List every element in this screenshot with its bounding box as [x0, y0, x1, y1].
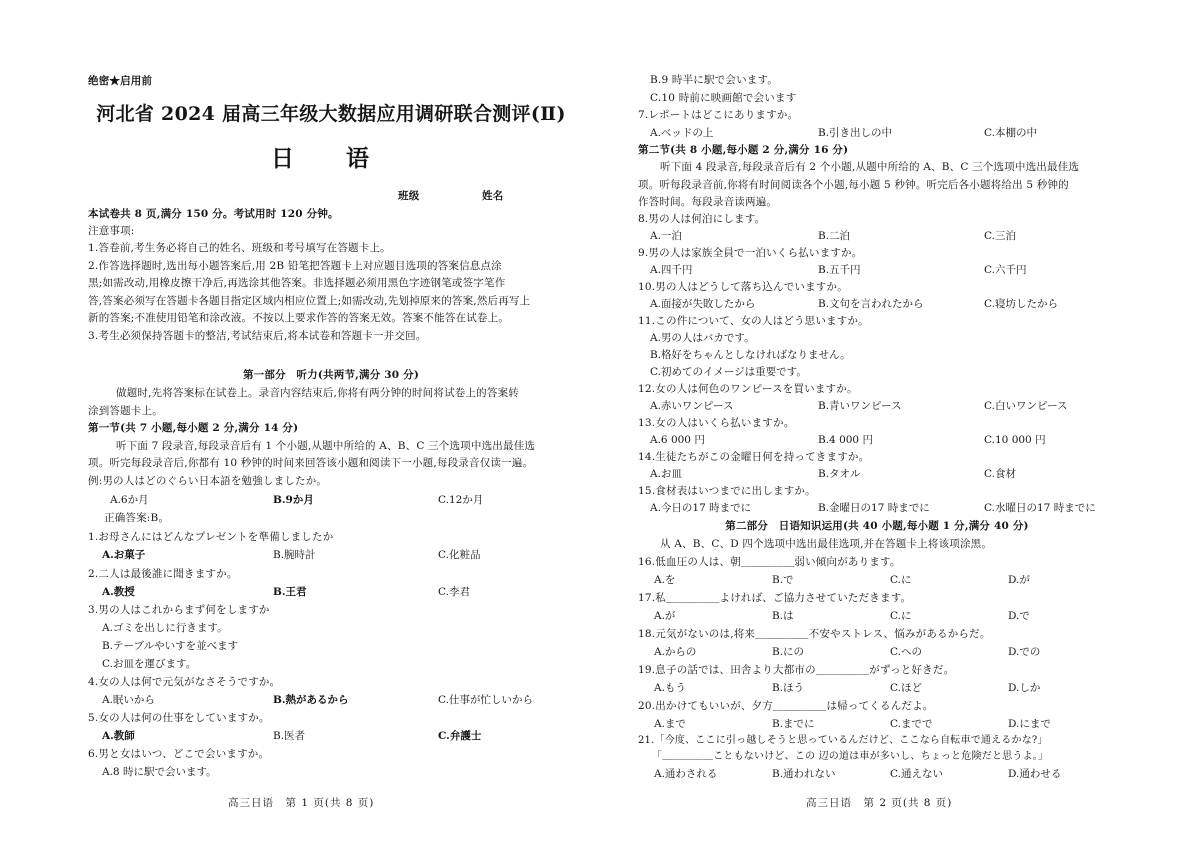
section2-desc: 听下面 4 段录音,每段录音后有 2 个小题,从题中所给的 A、B、C 三个选项中选出最佳选: [660, 161, 1080, 173]
option: D.が: [1008, 574, 1030, 586]
option: B.9か月: [273, 494, 314, 506]
exam-intro: 本试卷共 8 页,满分 150 分。考试用时 120 分钟。: [88, 208, 339, 220]
option: B.タオル: [818, 468, 861, 480]
question: 12.女の人は何色のワンピースを買いますか。: [638, 383, 858, 395]
part1-desc: 涂到答题卡上。: [88, 405, 163, 417]
option: C.ほど: [890, 682, 922, 694]
option: A.からの: [654, 646, 697, 658]
option: A.ベッドの上: [650, 127, 714, 139]
option: B.にの: [772, 646, 805, 658]
option: B.二泊: [818, 230, 851, 242]
option: B.青いワンピース: [818, 400, 902, 412]
option: C.三泊: [984, 230, 1016, 242]
question: 11.この件について、女の人はどう思いますか。: [638, 315, 869, 327]
option: C.食材: [984, 468, 1016, 480]
option: C.10 時前に映画館で会います: [650, 92, 797, 104]
option: B.引き出しの中: [818, 127, 893, 139]
secret-label: 绝密★启用前: [88, 75, 153, 87]
question: 21.「今度、ここに引っ越しそうと思っているんだけど、ここなら自転車で通えるかな?」: [638, 735, 1048, 746]
question: 14.生徒たちがこの金曜日何を持ってきますか。: [638, 451, 870, 463]
question: 6.男と女はいつ、どこで会いますか。: [88, 748, 270, 760]
option: C.10 000 円: [984, 434, 1046, 446]
option: D.で: [1008, 610, 1030, 622]
page-footer: 高三日语 第 1 页(共 8 页): [228, 797, 375, 809]
question: 1.お母さんにはどんなプレゼントを準備しましたか: [88, 531, 334, 543]
exam-title: 河北省 2024 届高三年级大数据应用调研联合测评(Ⅱ): [96, 103, 566, 125]
option: A.6 000 円: [650, 434, 705, 446]
question: 8.男の人は何泊にします。: [638, 213, 766, 225]
option: B.4 000 円: [818, 434, 873, 446]
notice-line: 新的答案;不准使用铅笔和涂改液。不按以上要求作答的答案无效。答案不能答在试卷上。: [88, 312, 510, 324]
section1-title: 第一节(共 7 小题,每小题 2 分,满分 14 分): [88, 422, 299, 434]
notice-line: 黑;如需改动,用橡皮擦干净后,再选涂其他答案。非选择题必须用黑色字迹钢笔或签字笔作: [88, 277, 506, 289]
option: A.四千円: [650, 264, 693, 276]
question: 17.私＿＿＿＿＿よければ、ご協力させていただきます。: [638, 592, 912, 604]
subject-title: 日 语: [270, 145, 391, 172]
option: D.にまで: [1008, 718, 1051, 730]
option: B.は: [772, 610, 794, 622]
option: A.8 時に駅で会います。: [102, 766, 217, 778]
option: A.赤いワンピース: [650, 400, 734, 412]
section2-title: 第二节(共 8 小题,每小题 2 分,满分 16 分): [638, 144, 849, 156]
option: A.お皿: [650, 468, 682, 480]
option: B.テーブルやいすを並べます: [102, 640, 239, 652]
option: A.男の人はバカです。: [650, 332, 755, 344]
question: 「＿＿＿＿＿こともないけど、この 辺の道は車が多いし、ちょっと危険だと思うよ。」: [652, 751, 1049, 762]
question: 9.男の人は家族全員で一泊いくら払いますか。: [638, 247, 863, 259]
option: C.白いワンピース: [984, 400, 1068, 412]
option: A.が: [654, 610, 676, 622]
question: 20.出かけてもいいが、夕方＿＿＿＿＿は帰ってくるんだよ。: [638, 700, 934, 712]
question: 2.二人は最後誰に聞きますか。: [88, 568, 238, 580]
option: B.までに: [772, 718, 815, 730]
option: C.への: [890, 646, 922, 658]
option: C.12か月: [438, 494, 484, 506]
option: B.ほう: [772, 682, 805, 694]
option: B.文句を言われたから: [818, 298, 924, 310]
example-question: 例:男の人はどのぐらい日本語を勉強しましたか。: [88, 475, 328, 487]
notice-line: 3.考生必须保持答题卡的整洁,考试结束后,将本试卷和答题卡一并交回。: [88, 330, 427, 342]
question: 4.女の人は何で元気がなさそうですか。: [88, 676, 281, 688]
notice-line: 2.作答选择题时,选出每小题答案后,用 2B 铅笔把答题卡上对应题目选项的答案信息点涂: [88, 260, 502, 272]
page-footer: 高三日语 第 2 页(共 8 页): [806, 797, 953, 809]
class-label: 班级: [398, 190, 420, 202]
part1-desc: 做题时,先将答案标在试卷上。录音内容结束后,你将有两分钟的时间将试卷上的答案转: [116, 387, 519, 399]
option: B.熱があるから: [273, 694, 349, 706]
option: A.を: [654, 574, 676, 586]
option: B.王君: [273, 586, 307, 598]
notice-line: 1.答卷前,考生务必将自己的姓名、班级和考号填写在答题卡上。: [88, 242, 391, 254]
option: C.お皿を運びます。: [102, 658, 197, 670]
option: B.で: [772, 574, 794, 586]
section1-desc: 听下面 7 段录音,每段录音后有 1 个小题,从题中所给的 A、B、C 三个选项中选出最佳选: [116, 440, 536, 452]
option: C.六千円: [984, 264, 1027, 276]
question: 5.女の人は何の仕事をしていますか。: [88, 712, 270, 724]
option: C.李君: [438, 586, 470, 598]
option: B.格好をちゃんとしなければなりません。: [650, 349, 851, 361]
option: A.面接が失敗したから: [650, 298, 756, 310]
option: B.金曜日の17 時までに: [818, 502, 930, 514]
option: A.教師: [102, 730, 135, 742]
option: C.仕事が忙しいから: [438, 694, 533, 706]
option: B.通われない: [772, 768, 836, 780]
part2-desc: 从 A、B、C、D 四个选项中选出最佳选项,并在答题卡上将该项涂黑。: [660, 538, 993, 550]
option: C.水曜日の17 時までに: [984, 502, 1096, 514]
option: B.医者: [273, 730, 306, 742]
question: 7.レポートはどこにありますか。: [638, 109, 799, 121]
option: A.6か月: [110, 494, 149, 506]
option: A.まで: [654, 718, 686, 730]
question: 13.女の人はいくら払いますか。: [638, 417, 795, 429]
option: C.寝坊したから: [984, 298, 1058, 310]
option: C.初めてのイメージは重要です。: [650, 366, 807, 378]
question: 3.男の人はこれからまず何をしますか: [88, 604, 270, 616]
question: 19.息子の話では、田舎より大都市の＿＿＿＿＿がずっと好きだ。: [638, 664, 955, 676]
option: A.お菓子: [102, 549, 146, 561]
question: 10.男の人はどうして落ち込んでいますか。: [638, 281, 848, 293]
option: A.もう: [654, 682, 686, 694]
section2-desc: 项。听每段录音前,你将有时间阅读各个小题,每小题 5 秒钟。听完后各小题将给出 5 秒钟的: [638, 179, 1069, 191]
option: D.通わせる: [1008, 768, 1062, 780]
section2-desc: 作答时间。每段录音读两遍。: [638, 196, 778, 208]
option: D.しか: [1008, 682, 1041, 694]
option: B.9 時半に駅で会います。: [650, 74, 779, 86]
notice-title: 注意事项:: [88, 225, 135, 237]
option: C.までで: [890, 718, 933, 730]
option: C.に: [890, 610, 912, 622]
question: 16.低血圧の人は、朝＿＿＿＿＿弱い傾向があります。: [638, 556, 901, 568]
question: 18.元気がないのは,将来＿＿＿＿＿不安やストレス、悩みがあるからだ。: [638, 628, 991, 640]
option: C.通えない: [890, 768, 943, 780]
option: B.五千円: [818, 264, 861, 276]
option: A.今日の17 時までに: [650, 502, 752, 514]
question: 15.食材表はいつまでに出しますか。: [638, 485, 816, 497]
option: C.本棚の中: [984, 127, 1037, 139]
option: C.化粧品: [438, 549, 481, 561]
option: A.一泊: [650, 230, 682, 242]
option: C.弁護士: [438, 730, 482, 742]
option: A.ゴミを出しに行きます。: [102, 622, 228, 634]
option: C.に: [890, 574, 912, 586]
option: B.腕時計: [273, 549, 316, 561]
option: A.通わされる: [654, 768, 718, 780]
section1-desc: 项。听完每段录音后,你都有 10 秒钟的时间来回答该小题和阅读下一小题,每段录音仅读一遍。: [88, 457, 534, 469]
option: A.眠いから: [102, 694, 155, 706]
part1-title: 第一部分 听力(共两节,满分 30 分): [242, 369, 419, 381]
name-label: 姓名: [482, 190, 504, 202]
example-answer: 正确答案:B。: [104, 512, 170, 524]
option: A.教授: [102, 586, 135, 598]
option: D.での: [1008, 646, 1041, 658]
notice-line: 答,答案必须写在答题卡各题目指定区域内相应位置上;如需改动,先划掉原来的答案,然后再写上: [88, 295, 531, 307]
part2-title: 第二部分 日语知识运用(共 40 小题,每小题 1 分,满分 40 分): [725, 520, 1029, 532]
